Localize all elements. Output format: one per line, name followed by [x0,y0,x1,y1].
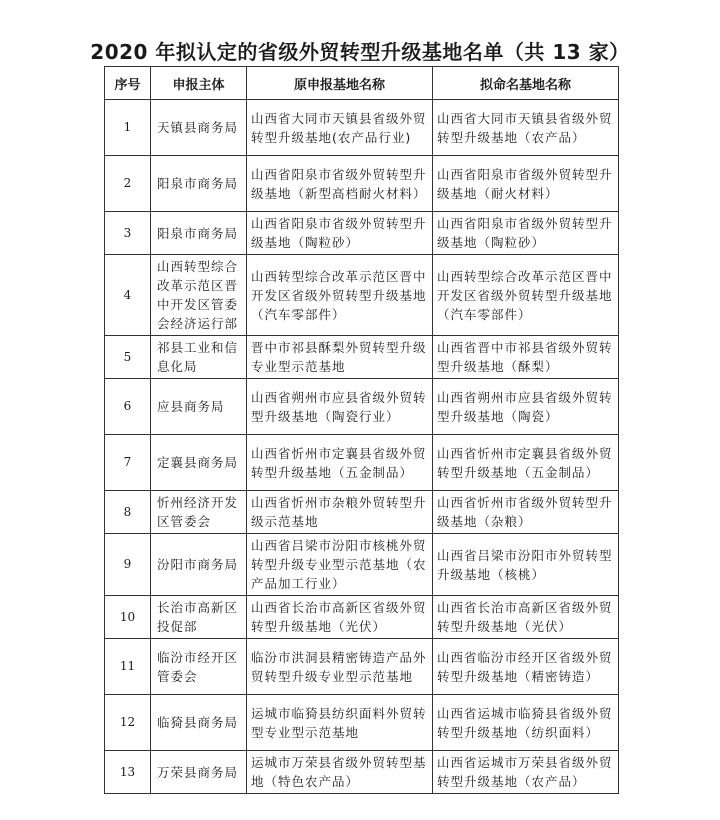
proposed-base-name-cell: 山西省忻州市省级外贸转型升级基地（杂粮） [433,491,619,534]
serial-number-cell: 4 [105,255,151,336]
original-base-name-cell: 山西转型综合改革示范区晋中开发区省级外贸转型升级基地（汽车零部件） [247,255,433,336]
table-row [105,751,619,794]
serial-number-cell: 11 [105,639,151,695]
serial-number-cell: 1 [105,100,151,156]
proposed-base-name-cell: 山西省阳泉市省级外贸转型升级基地（耐火材料） [433,156,619,212]
header-applicant: 申报主体 [151,67,247,100]
table-row [105,596,619,639]
proposed-base-name-cell: 山西省运城市临猗县省级外贸转型升级基地（纺织面料） [433,695,619,751]
original-base-name-cell: 山西省大同市天镇县省级外贸转型升级基地(农产品行业) [247,100,433,156]
serial-number-cell: 6 [105,379,151,435]
original-base-name-cell: 运城市临猗县纺织面料外贸转型专业型示范基地 [247,695,433,751]
proposed-base-name-cell: 山西省忻州市定襄县省级外贸转型升级基地（五金制品） [433,435,619,491]
serial-number-cell: 7 [105,435,151,491]
header-original-base-name: 原申报基地名称 [247,67,433,100]
table-row [105,336,619,379]
table-row [105,100,619,156]
serial-number-cell: 3 [105,212,151,255]
original-base-name-cell: 山西省长治市高新区省级外贸转型升级基地（光伏） [247,596,433,639]
applicant-cell: 阳泉市商务局 [151,156,247,212]
applicant-cell: 阳泉市商务局 [151,212,247,255]
applicant-cell: 忻州经济开发区管委会 [151,491,247,534]
table-row [105,255,619,336]
proposed-base-name-cell: 山西转型综合改革示范区晋中开发区省级外贸转型升级基地（汽车零部件） [433,255,619,336]
proposed-base-name-cell: 山西省吕梁市汾阳市外贸转型升级基地（核桃） [433,534,619,596]
document-title: 2020 年拟认定的省级外贸转型升级基地名单（共 13 家） [90,40,630,64]
proposed-base-name-cell: 山西省晋中市祁县省级外贸转型升级基地（酥梨） [433,336,619,379]
serial-number-cell: 5 [105,336,151,379]
base-list-table [104,66,619,794]
table-row [105,491,619,534]
proposed-base-name-cell: 山西省运城市万荣县省级外贸转型升级基地（农产品） [433,751,619,794]
table-row [105,639,619,695]
applicant-cell: 长治市高新区投促部 [151,596,247,639]
applicant-cell: 临猗县商务局 [151,695,247,751]
serial-number-cell: 12 [105,695,151,751]
header-proposed-base-name: 拟命名基地名称 [433,67,619,100]
proposed-base-name-cell: 山西省阳泉市省级外贸转型升级基地（陶粒砂） [433,212,619,255]
applicant-cell: 山西转型综合改革示范区晋中开发区管委会经济运行部 [151,255,247,336]
applicant-cell: 祁县工业和信息化局 [151,336,247,379]
table-row [105,212,619,255]
original-base-name-cell: 山西省阳泉市省级外贸转型升级基地（陶粒砂） [247,212,433,255]
original-base-name-cell: 晋中市祁县酥梨外贸转型升级专业型示范基地 [247,336,433,379]
original-base-name-cell: 山西省忻州市定襄县省级外贸转型升级基地（五金制品） [247,435,433,491]
serial-number-cell: 2 [105,156,151,212]
proposed-base-name-cell: 山西省大同市天镇县省级外贸转型升级基地（农产品） [433,100,619,156]
original-base-name-cell: 运城市万荣县省级外贸转型基地（特色农产品） [247,751,433,794]
proposed-base-name-cell: 山西省临汾市经开区省级外贸转型升级基地（精密铸造） [433,639,619,695]
serial-number-cell: 8 [105,491,151,534]
applicant-cell: 天镇县商务局 [151,100,247,156]
original-base-name-cell: 山西省吕梁市汾阳市核桃外贸转型升级专业型示范基地（农产品加工行业） [247,534,433,596]
header-serial-number: 序号 [105,67,151,100]
table-row [105,695,619,751]
table-row [105,534,619,596]
applicant-cell: 临汾市经开区管委会 [151,639,247,695]
serial-number-cell: 9 [105,534,151,596]
serial-number-cell: 13 [105,751,151,794]
original-base-name-cell: 山西省阳泉市省级外贸转型升级基地（新型高档耐火材料） [247,156,433,212]
table-row [105,435,619,491]
applicant-cell: 定襄县商务局 [151,435,247,491]
serial-number-cell: 10 [105,596,151,639]
original-base-name-cell: 山西省朔州市应县省级外贸转型升级基地（陶瓷行业） [247,379,433,435]
table-body [105,100,619,794]
original-base-name-cell: 临汾市洪洞县精密铸造产品外贸转型升级专业型示范基地 [247,639,433,695]
proposed-base-name-cell: 山西省长治市高新区省级外贸转型升级基地（光伏） [433,596,619,639]
proposed-base-name-cell: 山西省朔州市应县省级外贸转型升级基地（陶瓷） [433,379,619,435]
original-base-name-cell: 山西省忻州市杂粮外贸转型升级示范基地 [247,491,433,534]
table-header-row [105,67,619,100]
applicant-cell: 万荣县商务局 [151,751,247,794]
table-row [105,379,619,435]
applicant-cell: 应县商务局 [151,379,247,435]
table-row [105,156,619,212]
applicant-cell: 汾阳市商务局 [151,534,247,596]
